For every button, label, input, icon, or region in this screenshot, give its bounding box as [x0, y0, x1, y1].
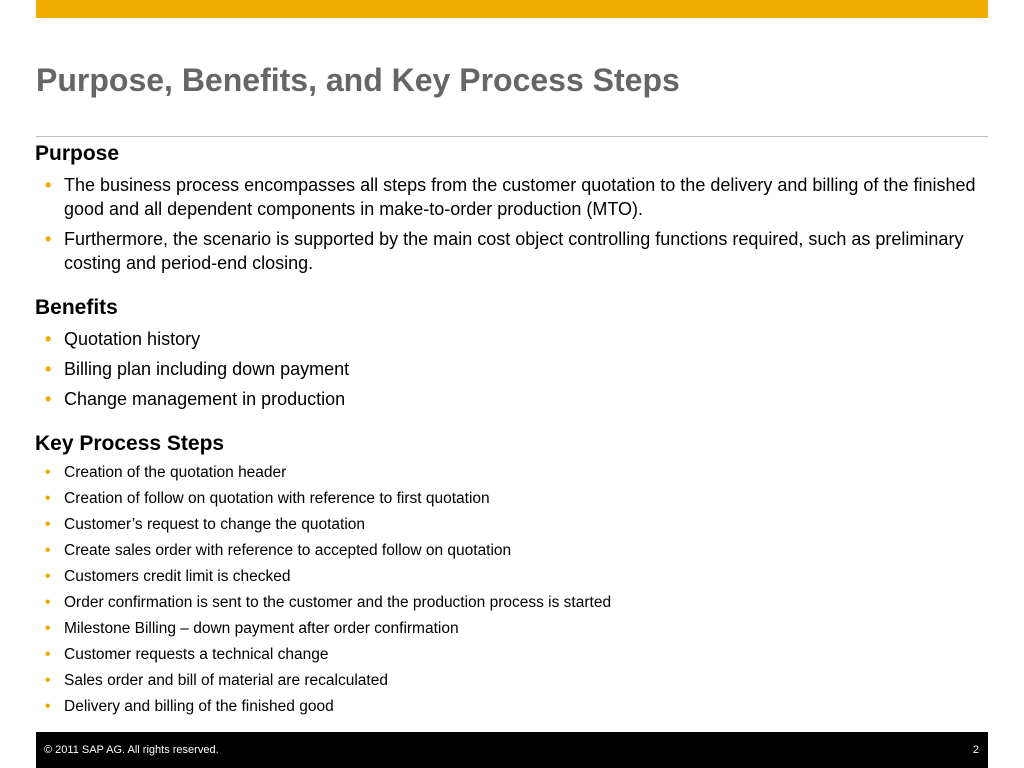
copyright-text: © 2011 SAP AG. All rights reserved. — [44, 744, 219, 756]
list-item — [35, 645, 990, 665]
slide-content — [35, 141, 990, 717]
bullet-icon: • — [45, 175, 52, 195]
benefit-item-text: Billing plan including down payment — [64, 359, 350, 379]
purpose-list — [35, 173, 990, 275]
step-item-text: Customer’s request to change the quotation — [64, 516, 366, 533]
bullet-icon: • — [45, 329, 52, 349]
step-item-text: Creation of follow on quotation with reference to first quotation — [64, 490, 490, 507]
list-item — [35, 357, 990, 381]
bullet-icon: • — [45, 542, 51, 559]
bullet-icon: • — [45, 490, 51, 507]
benefits-heading: Benefits — [35, 296, 118, 319]
benefit-item-text: Change management in production — [64, 389, 346, 409]
purpose-heading: Purpose — [35, 142, 120, 165]
benefit-item-text: Quotation history — [64, 329, 201, 349]
purpose-item-text: The business process encompasses all steps from the customer quotation to the delivery and billing of the finished good and all dependent components in make-to-order production (MTO). — [64, 175, 976, 219]
list-item — [35, 173, 990, 221]
list-item — [35, 567, 990, 587]
list-item — [35, 541, 990, 561]
key-steps-list — [35, 463, 990, 717]
list-item — [35, 697, 990, 717]
top-accent-bar — [36, 0, 988, 18]
list-item — [35, 515, 990, 535]
step-item-text: Creation of the quotation header — [64, 464, 287, 481]
key-steps-heading: Key Process Steps — [35, 432, 225, 455]
bullet-icon: • — [45, 464, 51, 481]
list-item — [35, 489, 990, 509]
bullet-icon: • — [45, 359, 52, 379]
step-item-text: Order confirmation is sent to the customer and the production process is started — [64, 594, 612, 611]
bullet-icon: • — [45, 594, 51, 611]
slide-title: Purpose, Benefits, and Key Process Steps — [36, 62, 680, 98]
list-item — [35, 671, 990, 691]
list-item — [35, 227, 990, 275]
bullet-icon: • — [45, 672, 51, 689]
bullet-icon: • — [45, 698, 51, 715]
list-item — [35, 619, 990, 639]
key-steps-section — [35, 431, 990, 717]
step-item-text: Create sales order with reference to accepted follow on quotation — [64, 542, 512, 559]
step-item-text: Milestone Billing – down payment after order confirmation — [64, 620, 459, 637]
list-item — [35, 593, 990, 613]
benefits-section — [35, 295, 990, 411]
bullet-icon: • — [45, 568, 51, 585]
footer-bar — [36, 732, 988, 768]
title-divider — [36, 136, 988, 137]
list-item — [35, 463, 990, 483]
purpose-item-text: Furthermore, the scenario is supported by the main cost object controlling functions required, such as preliminary costing and period-end closing. — [64, 229, 964, 273]
bullet-icon: • — [45, 389, 52, 409]
bullet-icon: • — [45, 646, 51, 663]
list-item — [35, 387, 990, 411]
step-item-text: Delivery and billing of the finished good — [64, 698, 334, 715]
step-item-text: Customer requests a technical change — [64, 646, 329, 663]
step-item-text: Customers credit limit is checked — [64, 568, 291, 585]
step-item-text: Sales order and bill of material are recalculated — [64, 672, 388, 689]
purpose-section — [35, 141, 990, 275]
list-item — [35, 327, 990, 351]
bullet-icon: • — [45, 229, 52, 249]
bullet-icon: • — [45, 516, 51, 533]
bullet-icon: • — [45, 620, 51, 637]
benefits-list — [35, 327, 990, 411]
page-number: 2 — [972, 744, 979, 756]
